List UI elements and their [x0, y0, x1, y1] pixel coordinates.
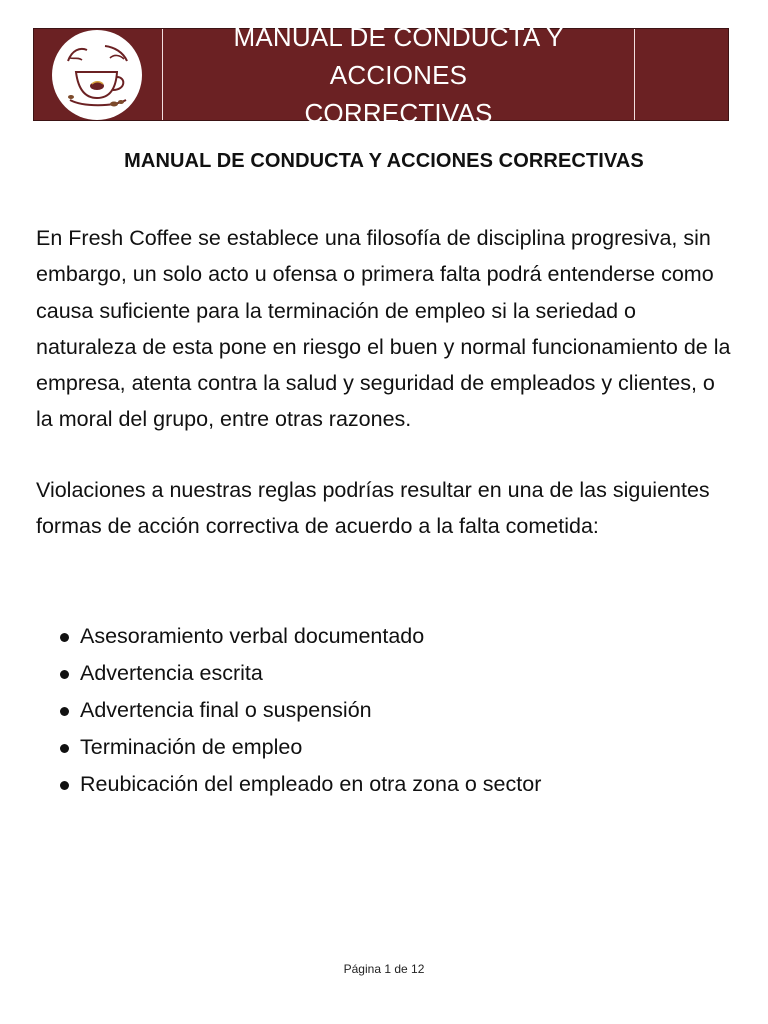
list-item-text: Terminación de empleo	[80, 735, 303, 759]
list-item-text: Advertencia final o suspensión	[80, 698, 372, 722]
bullet-icon	[60, 781, 69, 790]
document-title: MANUAL DE CONDUCTA Y ACCIONES CORRECTIVAS	[124, 150, 644, 172]
header-title	[163, 21, 634, 128]
header-empty-cell	[634, 29, 729, 120]
list-item	[60, 766, 541, 803]
bullet-icon	[60, 670, 69, 679]
list-item	[60, 729, 541, 766]
list-item	[60, 655, 541, 692]
intro-paragraph: En Fresh Coffee se establece una filosofía de disciplina progresiva, sin embargo, un solo acto u ofensa o primera falta podrá entenderse como causa suficiente para la terminación de empleo si la seriedad o naturaleza de esta pone en riesgo el buen y normal funcionamiento de la empresa, atenta contra la salud y seguridad de empleados y clientes, o la moral del grupo, entre otras razones.	[36, 226, 731, 432]
page-number: Página 1 de 12	[343, 962, 425, 976]
list-item	[60, 618, 541, 655]
coffee-cup-icon	[52, 30, 142, 120]
list-item	[60, 692, 541, 729]
fresh-coffee-logo	[52, 30, 142, 120]
header-title-line-2: CORRECTIVAS	[304, 97, 493, 128]
bullet-icon	[60, 744, 69, 753]
bullet-icon	[60, 633, 69, 642]
list-item-text: Advertencia escrita	[80, 661, 263, 685]
list-item-text: Asesoramiento verbal documentado	[80, 624, 425, 648]
corrective-actions-list	[60, 618, 541, 803]
document-header	[33, 21, 729, 128]
violations-paragraph: Violaciones a nuestras reglas podrías resultar en una de las siguientes formas de acción correctiva de acuerdo a la falta cometida:	[36, 478, 710, 539]
list-item-text: Reubicación del empleado en otra zona o sector	[80, 772, 542, 796]
logo-cell	[34, 29, 163, 120]
header-title-line-1: MANUAL DE CONDUCTA Y ACCIONES	[233, 21, 564, 90]
bullet-icon	[60, 707, 69, 716]
